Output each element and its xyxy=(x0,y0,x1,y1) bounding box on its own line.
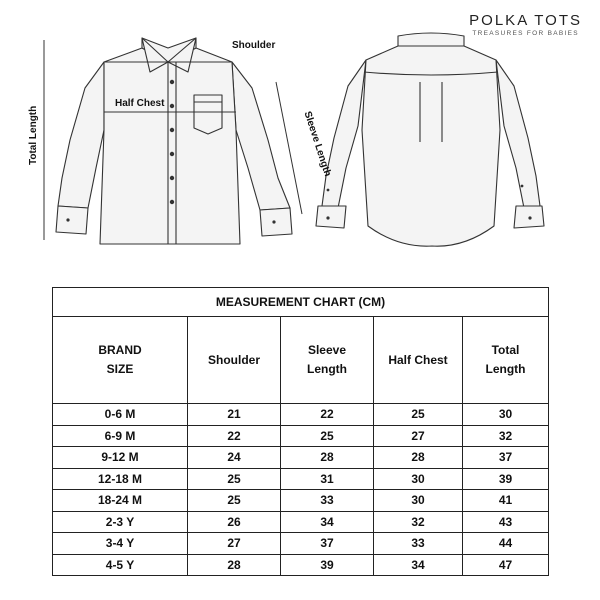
table-row xyxy=(53,511,549,533)
cell-shoulder: 28 xyxy=(188,554,281,576)
cell-sleeve-length: 37 xyxy=(281,533,374,555)
cell-half-chest: 32 xyxy=(374,511,463,533)
shirt-back-illustration xyxy=(316,33,544,246)
header-brand-size: BRAND SIZE xyxy=(53,317,188,404)
cell-total-length: 47 xyxy=(463,554,549,576)
cell-size: 9-12 M xyxy=(53,447,188,469)
cell-half-chest: 34 xyxy=(374,554,463,576)
cell-total-length: 39 xyxy=(463,468,549,490)
cell-total-length: 41 xyxy=(463,490,549,512)
cell-sleeve-length: 33 xyxy=(281,490,374,512)
table-row xyxy=(53,490,549,512)
cell-sleeve-length: 39 xyxy=(281,554,374,576)
table-row xyxy=(53,533,549,555)
measurement-chart-table xyxy=(52,287,549,576)
total-length-label: Total Length xyxy=(28,105,39,165)
table-header-row xyxy=(53,317,549,404)
half-chest-label: Half Chest xyxy=(115,98,165,109)
cell-total-length: 44 xyxy=(463,533,549,555)
cell-size: 18-24 M xyxy=(53,490,188,512)
cell-half-chest: 25 xyxy=(374,404,463,426)
cell-half-chest: 30 xyxy=(374,468,463,490)
table-title: MEASUREMENT CHART (CM) xyxy=(53,288,549,317)
cell-size: 4-5 Y xyxy=(53,554,188,576)
cell-shoulder: 25 xyxy=(188,468,281,490)
table-row xyxy=(53,425,549,447)
shirt-diagram xyxy=(0,0,600,280)
cell-sleeve-length: 28 xyxy=(281,447,374,469)
header-half-chest: Half Chest xyxy=(374,317,463,404)
cell-total-length: 32 xyxy=(463,425,549,447)
shoulder-label: Shoulder xyxy=(232,40,276,51)
cell-shoulder: 24 xyxy=(188,447,281,469)
brand-tagline: TREASURES FOR BABIES xyxy=(472,30,579,37)
cell-size: 2-3 Y xyxy=(53,511,188,533)
table-row xyxy=(53,554,549,576)
cell-sleeve-length: 31 xyxy=(281,468,374,490)
cell-half-chest: 33 xyxy=(374,533,463,555)
cell-sleeve-length: 34 xyxy=(281,511,374,533)
cell-total-length: 43 xyxy=(463,511,549,533)
cell-size: 3-4 Y xyxy=(53,533,188,555)
cell-shoulder: 22 xyxy=(188,425,281,447)
cell-total-length: 37 xyxy=(463,447,549,469)
cell-total-length: 30 xyxy=(463,404,549,426)
shirt-front-illustration xyxy=(56,38,292,244)
sleeve-length-label: Sleeve Length xyxy=(301,110,333,178)
header-total-length: Total Length xyxy=(463,317,549,404)
cell-size: 6-9 M xyxy=(53,425,188,447)
cell-half-chest: 27 xyxy=(374,425,463,447)
brand-name: POLKA TOTS xyxy=(469,12,582,29)
cell-size: 0-6 M xyxy=(53,404,188,426)
cell-sleeve-length: 25 xyxy=(281,425,374,447)
cell-size: 12-18 M xyxy=(53,468,188,490)
table-row xyxy=(53,468,549,490)
table-row xyxy=(53,447,549,469)
header-shoulder: Shoulder xyxy=(188,317,281,404)
cell-half-chest: 30 xyxy=(374,490,463,512)
cell-shoulder: 27 xyxy=(188,533,281,555)
header-sleeve-length: Sleeve Length xyxy=(281,317,374,404)
cell-shoulder: 21 xyxy=(188,404,281,426)
cell-half-chest: 28 xyxy=(374,447,463,469)
table-row xyxy=(53,404,549,426)
cell-shoulder: 25 xyxy=(188,490,281,512)
cell-shoulder: 26 xyxy=(188,511,281,533)
cell-sleeve-length: 22 xyxy=(281,404,374,426)
